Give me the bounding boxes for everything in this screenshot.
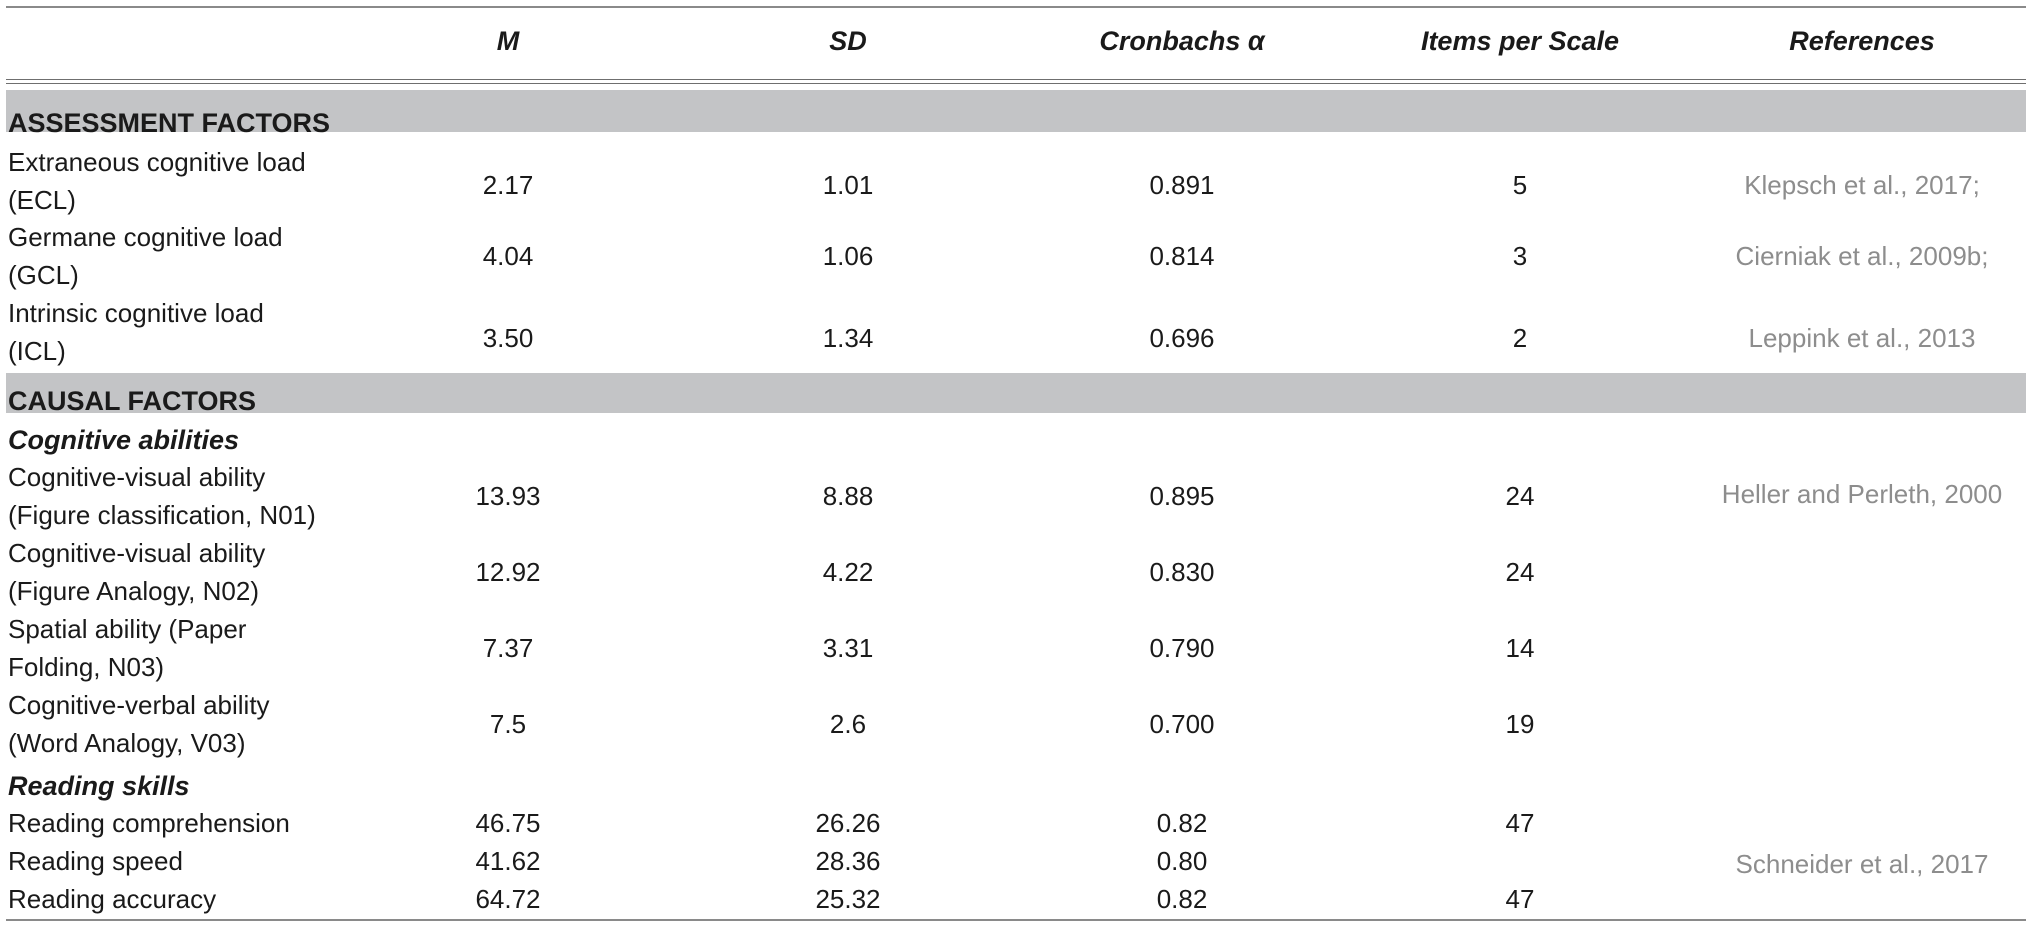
cell-items: 14 <box>1505 633 1535 663</box>
cell-alpha: 0.696 <box>1149 323 1215 353</box>
cell-alpha: 0.80 <box>1156 846 1208 876</box>
row-label-line-1: Spatial ability (Paper <box>8 614 247 644</box>
cell-items: 47 <box>1505 884 1535 914</box>
section-causal-factors: CAUSAL FACTORS <box>8 386 257 416</box>
cell-sd: 1.01 <box>822 170 874 200</box>
header-rule <box>6 79 2026 84</box>
row-label-line-1: Intrinsic cognitive load <box>8 298 264 328</box>
cell-items: 47 <box>1505 808 1535 838</box>
subsection-cognitive-abilities: Cognitive abilities <box>8 425 240 455</box>
cell-sd: 1.34 <box>822 323 874 353</box>
cell-m: 4.04 <box>482 241 534 271</box>
row-label-n03 <box>8 610 246 686</box>
row-label-ecl <box>8 143 306 219</box>
cell-items: 24 <box>1505 481 1535 511</box>
reference-heller: Heller and Perleth, 2000 <box>1721 479 2003 509</box>
cell-m: 13.93 <box>475 481 541 511</box>
cell-alpha: 0.891 <box>1149 170 1215 200</box>
cell-m: 2.17 <box>482 170 534 200</box>
header-references: References <box>1789 26 1935 56</box>
row-label-line-2: (Figure classification, N01) <box>8 500 316 530</box>
cell-sd: 8.88 <box>822 481 874 511</box>
row-label-reading-comprehension: Reading comprehension <box>8 808 290 838</box>
cell-alpha: 0.82 <box>1156 884 1208 914</box>
reference-klepsch: Klepsch et al., 2017; <box>1744 170 1980 200</box>
row-label-n01 <box>8 458 316 534</box>
cell-sd: 3.31 <box>822 633 874 663</box>
row-label-line-2: (Word Analogy, V03) <box>8 728 246 758</box>
row-label-n02 <box>8 534 265 610</box>
row-label-line-1: Cognitive-visual ability <box>8 462 266 492</box>
row-label-line-1: Cognitive-verbal ability <box>8 690 270 720</box>
cell-sd: 28.36 <box>815 846 881 876</box>
cell-alpha: 0.82 <box>1156 808 1208 838</box>
header-sd: SD <box>829 26 867 56</box>
cell-m: 12.92 <box>475 557 541 587</box>
row-label-line-2: (ICL) <box>8 336 66 366</box>
cell-sd: 2.6 <box>829 709 867 739</box>
cell-m: 7.37 <box>482 633 534 663</box>
cell-m: 64.72 <box>475 884 541 914</box>
reference-schneider: Schneider et al., 2017 <box>1735 849 1989 879</box>
row-label-gcl <box>8 218 283 294</box>
header-items-per-scale: Items per Scale <box>1420 26 1620 56</box>
cell-items: 5 <box>1512 170 1528 200</box>
cell-alpha: 0.790 <box>1149 633 1215 663</box>
row-label-line-1: Germane cognitive load <box>8 222 283 252</box>
cell-alpha: 0.700 <box>1149 709 1215 739</box>
row-label-line-2: Folding, N03) <box>8 652 165 682</box>
cell-sd: 25.32 <box>815 884 881 914</box>
row-label-line-2: (Figure Analogy, N02) <box>8 576 259 606</box>
section-assessment-factors: ASSESSMENT FACTORS <box>8 108 331 138</box>
cell-m: 3.50 <box>482 323 534 353</box>
header-cronbachs-alpha: Cronbachs α <box>1099 26 1265 56</box>
cell-sd: 4.22 <box>822 557 874 587</box>
table-bottom-rule <box>6 919 2026 921</box>
table-top-rule <box>6 6 2026 8</box>
reference-leppink: Leppink et al., 2013 <box>1748 323 1976 353</box>
cell-items: 3 <box>1512 241 1528 271</box>
cell-m: 41.62 <box>475 846 541 876</box>
subsection-reading-skills: Reading skills <box>8 771 190 801</box>
section-band-causal <box>6 373 2026 413</box>
cell-alpha: 0.895 <box>1149 481 1215 511</box>
cell-sd: 1.06 <box>822 241 874 271</box>
row-label-line-2: (ECL) <box>8 185 76 215</box>
row-label-icl <box>8 294 264 370</box>
cell-items: 19 <box>1505 709 1535 739</box>
cell-alpha: 0.814 <box>1149 241 1215 271</box>
cell-m: 46.75 <box>475 808 541 838</box>
row-label-v03 <box>8 686 270 762</box>
cell-sd: 26.26 <box>815 808 881 838</box>
row-label-line-1: Extraneous cognitive load <box>8 147 306 177</box>
header-m: M <box>496 26 520 56</box>
row-label-line-1: Cognitive-visual ability <box>8 538 266 568</box>
row-label-reading-speed: Reading speed <box>8 846 183 876</box>
cell-items: 2 <box>1512 323 1528 353</box>
cell-m: 7.5 <box>489 709 527 739</box>
cell-alpha: 0.830 <box>1149 557 1215 587</box>
reference-cierniak: Cierniak et al., 2009b; <box>1735 241 1989 271</box>
row-label-line-2: (GCL) <box>8 260 79 290</box>
row-label-reading-accuracy: Reading accuracy <box>8 884 217 914</box>
cell-items: 24 <box>1505 557 1535 587</box>
